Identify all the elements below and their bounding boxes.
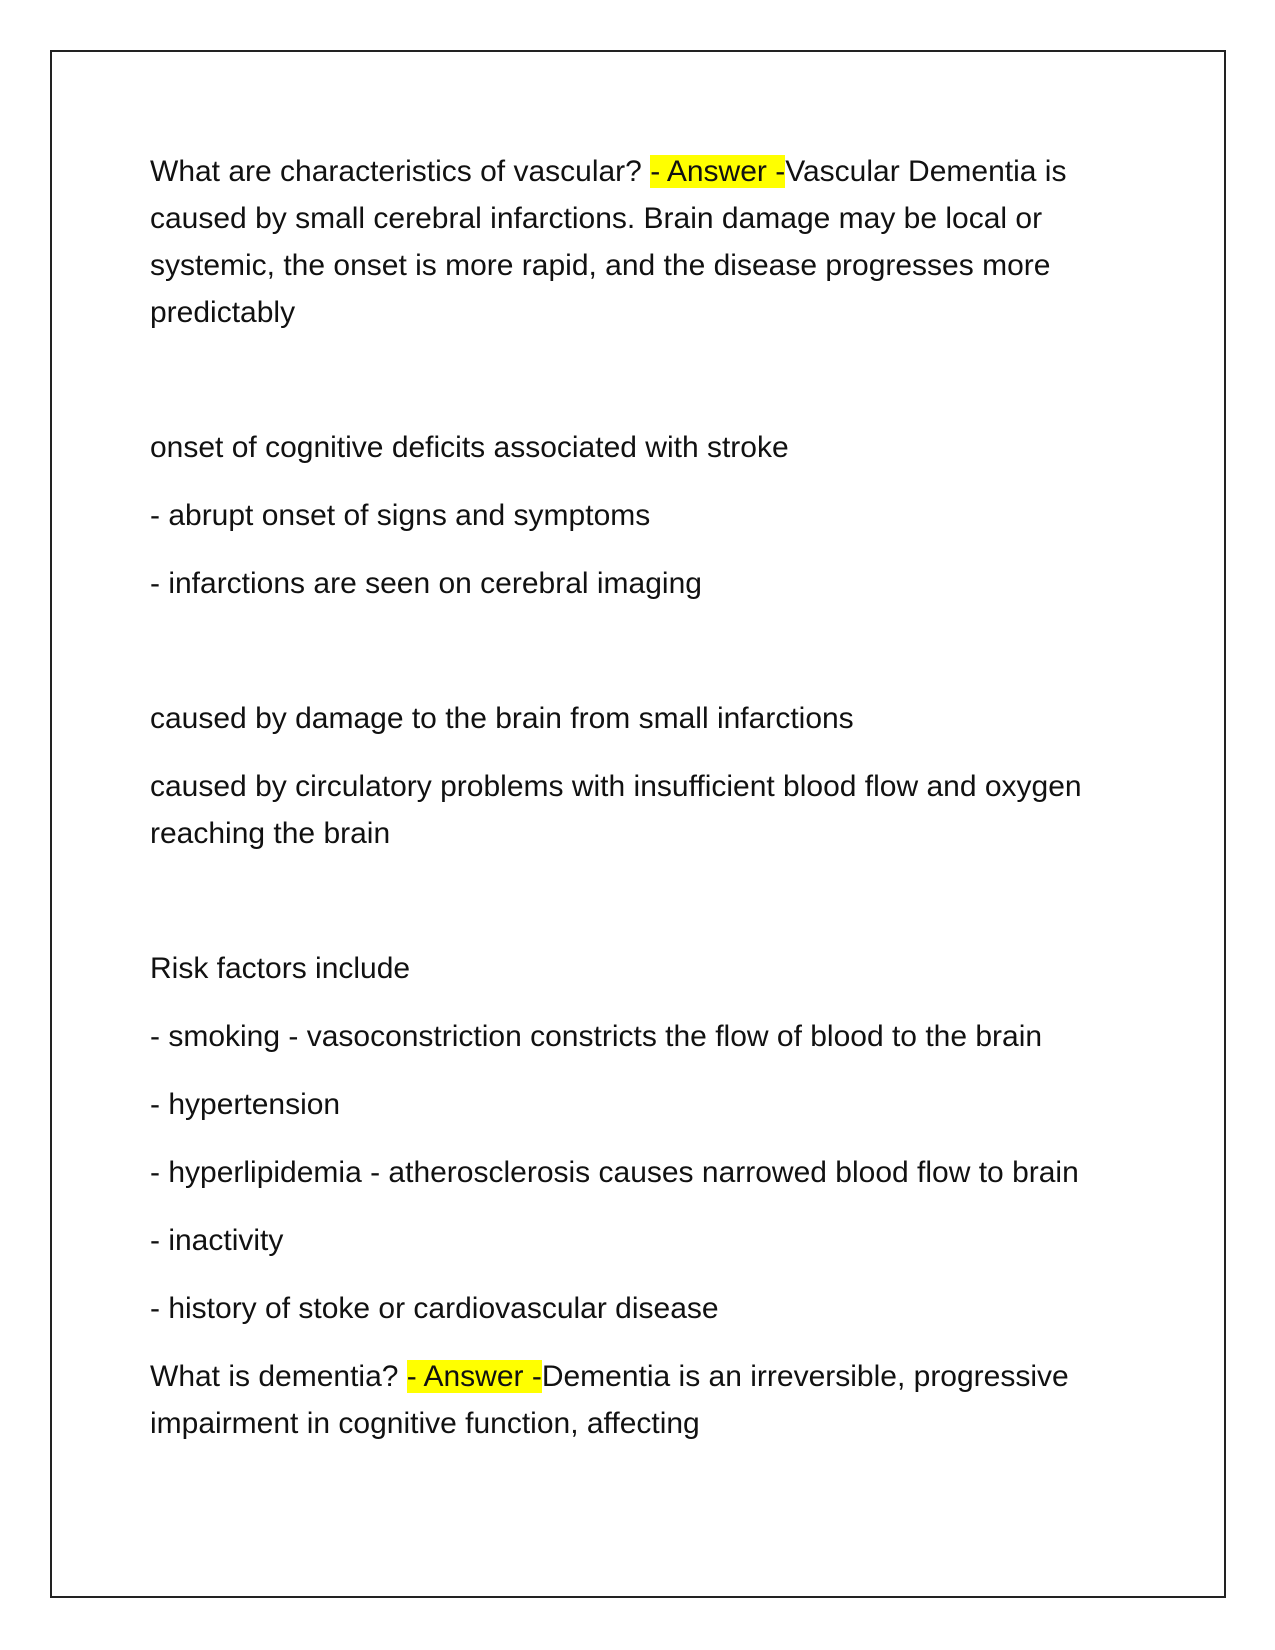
cause-block bbox=[150, 695, 1110, 857]
text-line: systemic, the onset is more rapid, and the disease progresses more bbox=[150, 249, 1051, 282]
document-body bbox=[150, 148, 1110, 1447]
text-line: predictably bbox=[150, 296, 296, 329]
answer-text: Vascular Dementia is bbox=[785, 155, 1067, 188]
text-line: onset of cognitive deficits associated with stroke bbox=[150, 431, 789, 464]
text-line: caused by small cerebral infarctions. Brain damage may be local or bbox=[150, 202, 1043, 235]
risk-item: - inactivity bbox=[150, 1224, 284, 1257]
answer-text: Dementia is an irreversible, progressive bbox=[541, 1360, 1069, 1393]
text-line bbox=[150, 148, 1110, 195]
question-text: What is dementia? bbox=[150, 1360, 407, 1393]
risk-item: - history of stoke or cardiovascular disease bbox=[150, 1292, 719, 1325]
risk-item: - hyperlipidemia - atherosclerosis causes narrowed blood flow to brain bbox=[150, 1156, 1079, 1189]
onset-block bbox=[150, 424, 1110, 607]
question-text: What are characteristics of vascular? bbox=[150, 155, 651, 188]
text-line: caused by circulatory problems with insufficient blood flow and oxygen bbox=[150, 770, 1082, 803]
answer-marker: - Answer - bbox=[650, 155, 786, 188]
answer-marker: - Answer - bbox=[406, 1360, 542, 1393]
text-line: - infarctions are seen on cerebral imaging bbox=[150, 567, 702, 600]
text-line: reaching the brain bbox=[150, 817, 391, 850]
risk-factors-block bbox=[150, 945, 1110, 1332]
risk-item: - smoking - vasoconstriction constricts the flow of blood to the brain bbox=[150, 1020, 1043, 1053]
qa-dementia bbox=[150, 1353, 1110, 1447]
text-line: caused by damage to the brain from small infarctions bbox=[150, 702, 854, 735]
qa-vascular bbox=[150, 148, 1110, 336]
risk-item: - hypertension bbox=[150, 1088, 341, 1121]
text-line bbox=[150, 1353, 1110, 1400]
text-line: impairment in cognitive function, affecting bbox=[150, 1407, 700, 1440]
risk-heading: Risk factors include bbox=[150, 952, 411, 985]
text-line: - abrupt onset of signs and symptoms bbox=[150, 499, 651, 532]
